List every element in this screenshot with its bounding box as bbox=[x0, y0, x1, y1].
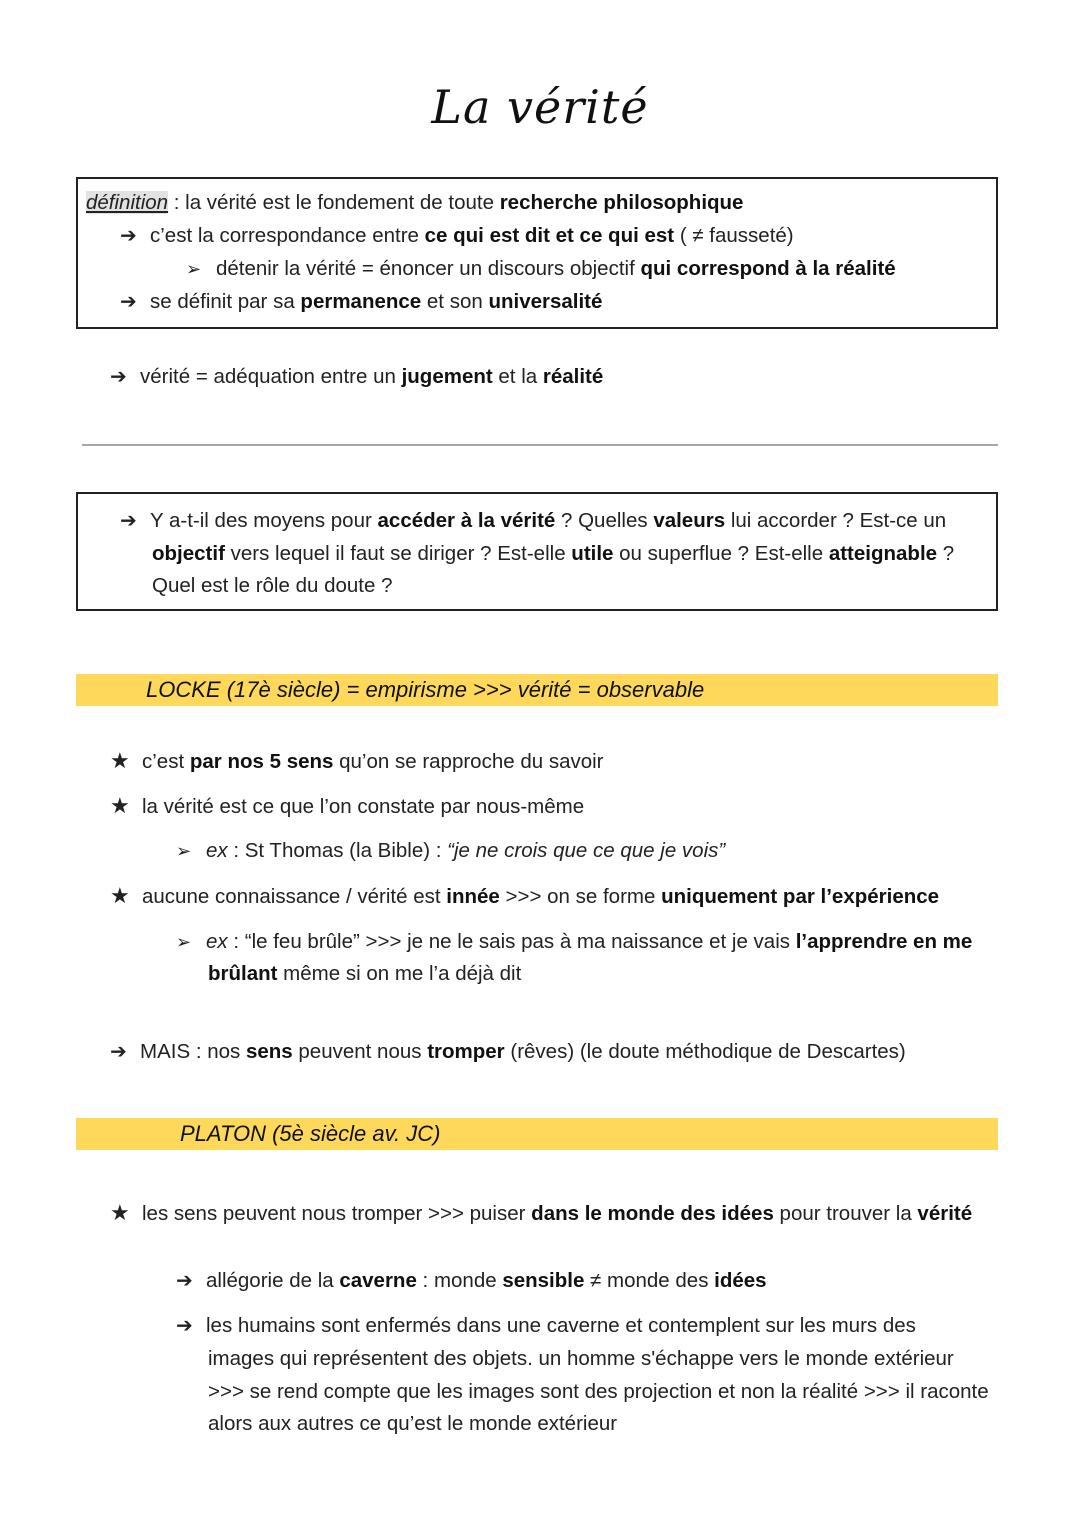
adequation-line: ➔ vérité = adéquation entre un jugement et la réalité bbox=[110, 363, 603, 391]
locke-header: LOCKE (17è siècle) = empirisme >>> vérité = observable bbox=[76, 674, 998, 706]
questions-line-3: Quel est le rôle du doute ? bbox=[152, 574, 393, 597]
questions-box bbox=[76, 492, 998, 611]
arrow-icon: ➔ bbox=[120, 510, 137, 532]
star-icon: ★ bbox=[110, 793, 130, 818]
locke-example-2-line-2: brûlant même si on me l’a déjà dit bbox=[208, 962, 522, 985]
divider bbox=[82, 444, 998, 446]
questions-line-1: ➔ Y a-t-il des moyens pour accéder à la vérité ? Quelles valeurs lui accorder ? Est-ce un bbox=[120, 507, 946, 535]
platon-arrow-2-line-2: images qui représentent des objets. un homme s'échappe vers le monde extérieur bbox=[208, 1347, 954, 1370]
locke-example-2-line-1: ➢ ex : “le feu brûle” >>> je ne le sais pas à ma naissance et je vais l’apprendre en me bbox=[176, 928, 972, 956]
questions-line-2: objectif vers lequel il faut se diriger ? Est-elle utile ou superflue ? Est-elle atteignable ? bbox=[152, 542, 955, 565]
page-title: La vérité bbox=[431, 80, 649, 134]
arrow-icon: ➔ bbox=[120, 291, 137, 313]
definition-label: définition bbox=[86, 191, 169, 214]
platon-arrow-1: ➔ allégorie de la caverne : monde sensible ≠ monde des idées bbox=[176, 1267, 767, 1295]
platon-header: PLATON (5è siècle av. JC) bbox=[76, 1118, 998, 1150]
definition-line-4: ➔ se définit par sa permanence et son universalité bbox=[120, 288, 602, 316]
triangle-arrow-icon: ➢ bbox=[176, 841, 192, 861]
locke-star-3: ★ aucune connaissance / vérité est innée >>> on se forme uniquement par l’expérience bbox=[110, 883, 940, 908]
locke-star-1: ★ c’est par nos 5 sens qu’on se rapproche du savoir bbox=[110, 748, 604, 773]
platon-arrow-2-line-1: ➔ les humains sont enfermés dans une caverne et contemplent sur les murs des bbox=[176, 1312, 916, 1340]
triangle-arrow-icon: ➢ bbox=[176, 932, 192, 952]
arrow-icon: ➔ bbox=[120, 225, 137, 247]
platon-arrow-2-line-3: >>> se rend compte que les images sont des projection et non la réalité >>> il raconte bbox=[208, 1380, 989, 1403]
platon-arrow-2-line-4: alors aux autres ce qu’est le monde extérieur bbox=[208, 1412, 618, 1435]
definition-box bbox=[76, 177, 998, 329]
star-icon: ★ bbox=[110, 1200, 130, 1225]
locke-mais-line: ➔ MAIS : nos sens peuvent nous tromper (rêves) (le doute méthodique de Descartes) bbox=[110, 1038, 906, 1066]
arrow-icon: ➔ bbox=[110, 366, 127, 388]
platon-star-1: ★ les sens peuvent nous tromper >>> puiser dans le monde des idées pour trouver la vérité bbox=[110, 1200, 973, 1225]
definition-line-1: définition : la vérité est le fondement de toute recherche philosophique bbox=[86, 191, 744, 214]
star-icon: ★ bbox=[110, 883, 130, 908]
definition-line-2: ➔ c’est la correspondance entre ce qui est dit et ce qui est ( ≠ fausseté) bbox=[120, 222, 794, 250]
definition-line-3: ➢ détenir la vérité = énoncer un discours objectif qui correspond à la réalité bbox=[186, 255, 896, 283]
arrow-icon: ➔ bbox=[176, 1270, 193, 1292]
triangle-arrow-icon: ➢ bbox=[186, 259, 202, 279]
locke-star-2: ★ la vérité est ce que l’on constate par nous-même bbox=[110, 793, 585, 818]
arrow-icon: ➔ bbox=[110, 1041, 127, 1063]
locke-example-1: ➢ ex : St Thomas (la Bible) : “je ne crois que ce que je vois” bbox=[176, 837, 725, 865]
star-icon: ★ bbox=[110, 748, 130, 773]
arrow-icon: ➔ bbox=[176, 1315, 193, 1337]
